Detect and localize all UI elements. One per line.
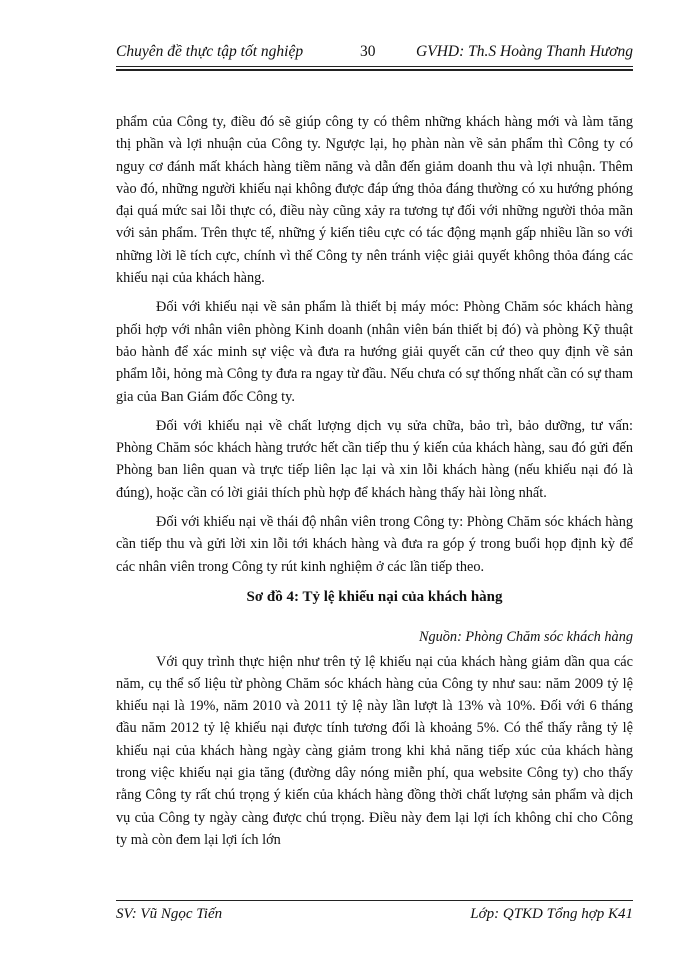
header-divider-thin — [116, 66, 633, 67]
paragraph-2: Đối với khiếu nại về sản phẩm là thiết bị máy móc: Phòng Chăm sóc khách hàng phối hợp với nhân viên phòng Kinh doanh (nhân viên bán thiết bị đó) và phòng Kỹ thuật bảo hành để xác minh sự việc và đưa ra hướng giải quyết căn cứ theo quy định về sản phẩm lỗi, hỏng mà Công ty đưa ra ngay từ đầu. Nếu chưa có sự thống nhất cần có sự tham gia của Ban Giám đốc Công ty. — [116, 299, 633, 405]
paragraph-5: Với quy trình thực hiện như trên tỷ lệ khiếu nại của khách hàng giảm dần qua các năm, cụ thể số liệu từ phòng Chăm sóc khách hàng của Công ty như sau: năm 2009 tỷ lệ khiếu nại là 19%, năm 2010 và 2011 tỷ lệ này lần lượt là 13% và 10%. Đối với 6 tháng đầu năm 2012 tỷ lệ khiếu nại được tính tương đối là khoảng 5%. Có thể thấy rằng tỷ lệ khiếu nại của khách hàng ngày càng giảm trong khi khả năng tiếp xúc của khách hàng trong việc khiếu nại gia tăng (đường dây nóng miễn phí, qua website Công ty) cho thấy rằng Công ty rất chú trọng ý kiến của khách hàng đồng thời chất lượng sản phẩm và dịch vụ của Công ty ngày càng được chú trọng. Điều này đem lại lợi ích không chỉ cho Công ty mà còn đem lại lợi ích lớn — [116, 653, 633, 848]
header-document-title: Chuyên đề thực tập tốt nghiệp — [116, 43, 304, 60]
footer-student: SV: Vũ Ngọc Tiến — [116, 906, 223, 922]
paragraph-1: phẩm của Công ty, điều đó sẽ giúp công ty có thêm những khách hàng mới và làm tăng thị phần và lợi nhuận của Công ty. Ngược lại, họ phàn nàn về sản phẩm thì Công ty có nguy cơ đánh mất khách hàng tiềm năng và dẫn đến giảm doanh thu và lợi nhuận. Thêm vào đó, những người khiếu nại không được đáp ứng thỏa đáng thường có xu hướng phóng đại quá mức sai lỗi thực có, điều này cũng xảy ra tương tự đối với những người thỏa mãn với sản phẩm. Trên thực tế, những ý kiến tiêu cực có tác động mạnh gấp nhiều lần so với những lời lẽ tích cực, chính vì thế Công ty nên tránh việc giải quyết không thỏa đáng các khiếu nại của khách hàng. — [116, 114, 633, 287]
header-advisor: GVHD: Th.S Hoàng Thanh Hương — [416, 43, 633, 60]
figure-title: Sơ đồ 4: Tỷ lệ khiếu nại của khách hàng — [246, 588, 503, 605]
page-body — [116, 111, 633, 858]
paragraph-4: Đối với khiếu nại về thái độ nhân viên trong Công ty: Phòng Chăm sóc khách hàng cần tiếp thu và gửi lời xin lỗi tới khách hàng và đưa ra góp ý trong buổi họp định kỳ để các nhân viên trong Công ty rút kinh nghiệm ở các lần tiếp theo. — [116, 514, 633, 575]
page-header — [116, 40, 633, 64]
figure-source: Nguồn: Phòng Chăm sóc khách hàng — [418, 629, 633, 646]
paragraph-3: Đối với khiếu nại về chất lượng dịch vụ sửa chữa, bảo trì, bảo dưỡng, tư vấn: Phòng Chăm sóc khách hàng trước hết cần tiếp thu ý kiến của khách hàng, sau đó gửi đến Phòng ban liên quan và trực tiếp liên lạc lại và xin lỗi khách hàng (nếu khiếu nại đó là đúng), hoặc cần có lời giải thích phù hợp để khách hàng thấy hài lòng nhất. — [116, 417, 633, 501]
footer-class: Lớp: QTKD Tổng hợp K41 — [470, 906, 633, 922]
header-divider-thick — [116, 69, 633, 71]
page-number: 30 — [360, 43, 376, 60]
page-footer — [116, 904, 633, 926]
footer-divider — [116, 900, 633, 901]
